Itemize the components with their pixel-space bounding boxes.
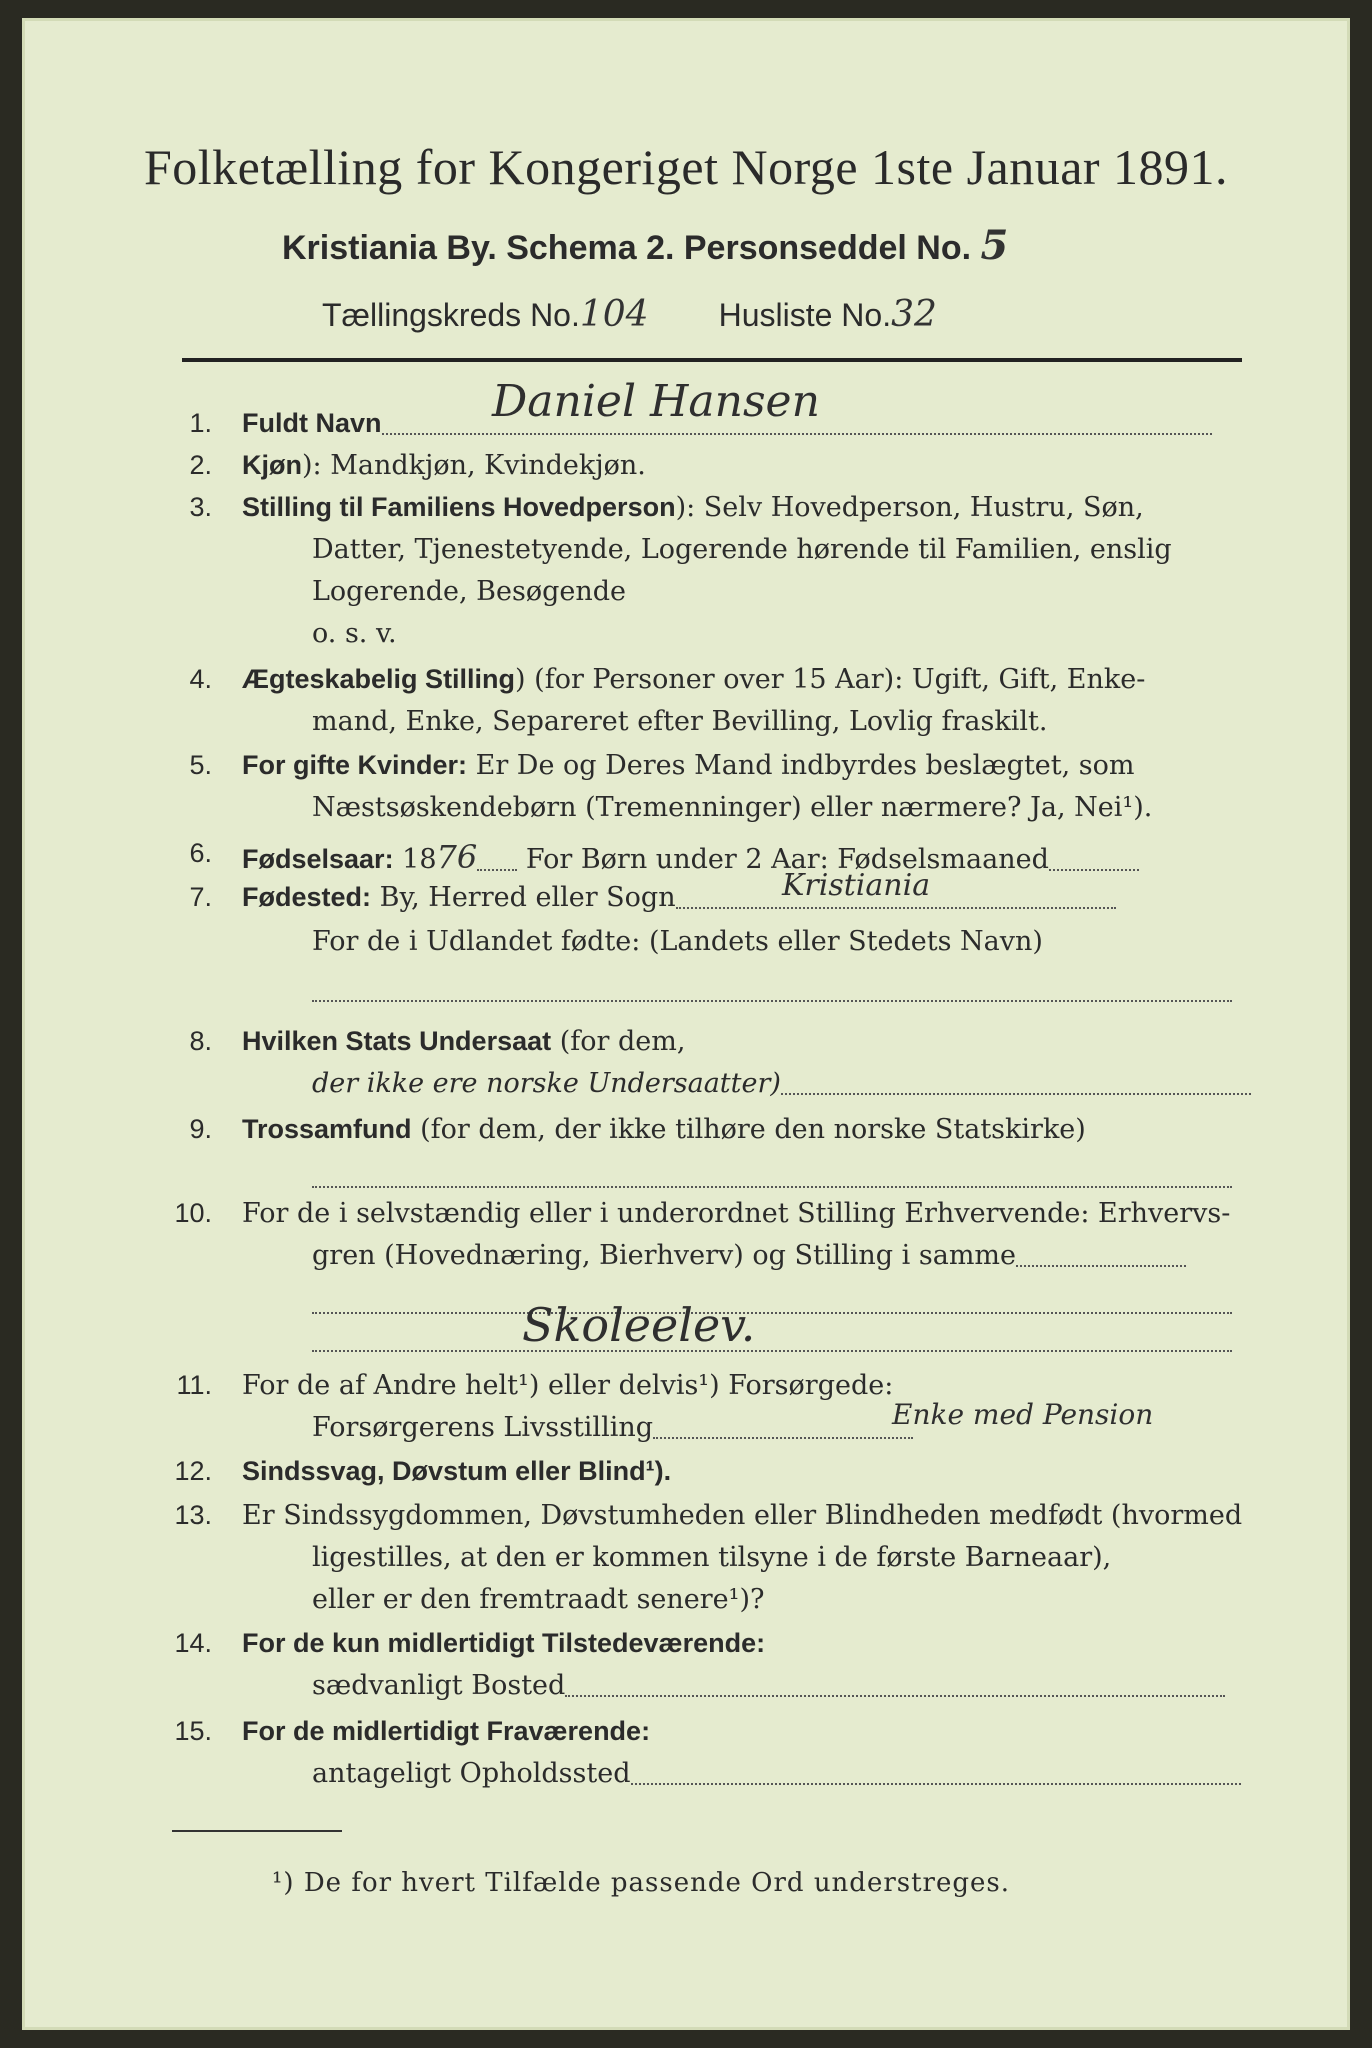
item-13-line-3: eller er den fremtraadt senere¹)? bbox=[312, 1584, 765, 1615]
form-subtitle bbox=[282, 222, 1008, 269]
item-number: 1. bbox=[189, 408, 212, 438]
item-text: ) (for Personer over 15 Aar): Ugift, Gift, Enke- bbox=[515, 664, 1146, 695]
item-text: ): Mandkjøn, Kvindekjøn. bbox=[302, 450, 646, 481]
item-text: By, Herred eller Sogn bbox=[379, 882, 676, 913]
item-number: 9. bbox=[189, 1114, 212, 1144]
blank-line bbox=[312, 1332, 1232, 1352]
item-11-line-2 bbox=[312, 1412, 913, 1443]
item-text: (for dem, der ikke tilhøre den norske Statskirke) bbox=[420, 1114, 1086, 1145]
blank-line bbox=[312, 982, 1232, 1002]
item-3-line-3: Logerende, Besøgende bbox=[312, 576, 626, 607]
item-number: 13. bbox=[174, 1500, 212, 1530]
item-label: For gifte Kvinder: bbox=[242, 750, 468, 780]
item-text: Er Sindssygdommen, Døvstumheden eller Blindheden medfødt (hvormed bbox=[242, 1500, 1243, 1531]
form-subtitle-2 bbox=[322, 294, 937, 335]
form-title: Folketælling for Kongeriget Norge 1ste Januar 1891. bbox=[143, 139, 1229, 195]
birth-year-value: 76 bbox=[436, 838, 478, 876]
item-number: 2. bbox=[189, 450, 212, 480]
item-label: Kjøn bbox=[242, 450, 302, 480]
item-text: For de af Andre helt¹) eller delvis¹) Forsørgede: bbox=[242, 1370, 894, 1401]
item-text: sædvanligt Bosted bbox=[312, 1670, 566, 1701]
item-text: For de kun midlertidigt Tilstedeværende: bbox=[242, 1628, 766, 1658]
item-number: 5. bbox=[189, 750, 212, 780]
krets-number: 104 bbox=[579, 294, 649, 335]
item-number: 7. bbox=[189, 882, 212, 912]
subtitle-text: Kristiania By. Schema 2. Personseddel No. bbox=[282, 229, 972, 267]
item-10-line-2 bbox=[312, 1240, 1186, 1271]
footnote: ¹) De for hvert Tilfælde passende Ord understreges. bbox=[272, 1868, 1011, 1898]
item-number: 6. bbox=[189, 838, 212, 868]
full-name-value: Daniel Hansen bbox=[492, 376, 820, 427]
krets-label: Tællingskreds No. bbox=[322, 297, 580, 333]
item-label: Ægteskabelig Stilling bbox=[242, 664, 516, 694]
item-text: Sindssvag, Døvstum eller Blind¹). bbox=[242, 1456, 672, 1486]
item-text: For de i selvstændig eller i underordnet Stilling Erhvervende: Erhvervs- bbox=[242, 1198, 1231, 1229]
item-number: 11. bbox=[176, 1370, 212, 1400]
item-5-line-2: Næstsøskendebørn (Tremenninger) eller nærmere? Ja, Nei¹). bbox=[312, 792, 1153, 823]
item-label: Stilling til Familiens Hovedperson bbox=[242, 492, 676, 522]
item-number: 8. bbox=[189, 1026, 212, 1056]
item-number: 12. bbox=[174, 1456, 212, 1486]
item-label: Fødested: bbox=[242, 882, 372, 912]
item-14-line-2 bbox=[312, 1670, 1225, 1701]
item-3-line-4: o. s. v. bbox=[312, 618, 397, 649]
item-text: Forsørgerens Livsstilling bbox=[312, 1412, 654, 1443]
item-number: 4. bbox=[189, 664, 212, 694]
item-label: Fødselsaar: bbox=[242, 844, 394, 874]
item-text: Er De og Deres Mand indbyrdes beslægtet, som bbox=[475, 750, 1135, 781]
header-rule bbox=[182, 358, 1242, 362]
item-label: Hvilken Stats Undersaat bbox=[242, 1026, 552, 1056]
birthplace-value: Kristiania bbox=[782, 868, 931, 903]
item-text: gren (Hovednæring, Bierhverv) og Stilling i samme bbox=[312, 1240, 1017, 1271]
footnote-rule bbox=[172, 1830, 342, 1832]
item-text: ): Selv Hovedperson, Hustru, Søn, bbox=[675, 492, 1144, 523]
item-text: 18 bbox=[402, 844, 437, 875]
item-3-line-2: Datter, Tjenestetyende, Logerende hørende til Familien, enslig bbox=[312, 534, 1172, 565]
item-text: der ikke ere norske Undersaatter) bbox=[312, 1068, 781, 1099]
blank-line bbox=[312, 1168, 1232, 1188]
item-number: 10. bbox=[174, 1198, 212, 1228]
item-15-line-2 bbox=[312, 1758, 1241, 1789]
item-7-line-2: For de i Udlandet fødte: (Landets eller Stedets Navn) bbox=[312, 926, 1043, 957]
blank-line bbox=[312, 1294, 1232, 1314]
item-text: (for dem, bbox=[559, 1026, 686, 1057]
item-text: antageligt Opholdssted bbox=[312, 1758, 631, 1789]
item-label: Trossamfund bbox=[242, 1114, 412, 1144]
item-text: For de midlertidigt Fraværende: bbox=[242, 1716, 651, 1746]
item-text: For Børn under 2 Aar: Fødselsmaaned bbox=[525, 844, 1049, 875]
occupation-value: Skoleelev. bbox=[522, 1298, 756, 1352]
item-8-line-2 bbox=[312, 1068, 1251, 1099]
husliste-label: Husliste No. bbox=[718, 297, 892, 333]
item-13-line-2: ligestilles, at den er kommen tilsyne i de første Barneaar), bbox=[312, 1542, 1112, 1573]
census-form bbox=[22, 18, 1350, 2030]
husliste-number: 32 bbox=[891, 294, 937, 335]
item-label: Fuldt Navn bbox=[242, 408, 382, 438]
personseddel-number: 5 bbox=[980, 222, 1009, 269]
item-4-line-2: mand, Enke, Separeret efter Bevilling, Lovlig fraskilt. bbox=[312, 706, 1048, 737]
item-number: 15. bbox=[174, 1716, 212, 1746]
item-number: 3. bbox=[189, 492, 212, 522]
item-number: 14. bbox=[174, 1628, 212, 1658]
supporter-value: Enke med Pension bbox=[892, 1398, 1154, 1431]
